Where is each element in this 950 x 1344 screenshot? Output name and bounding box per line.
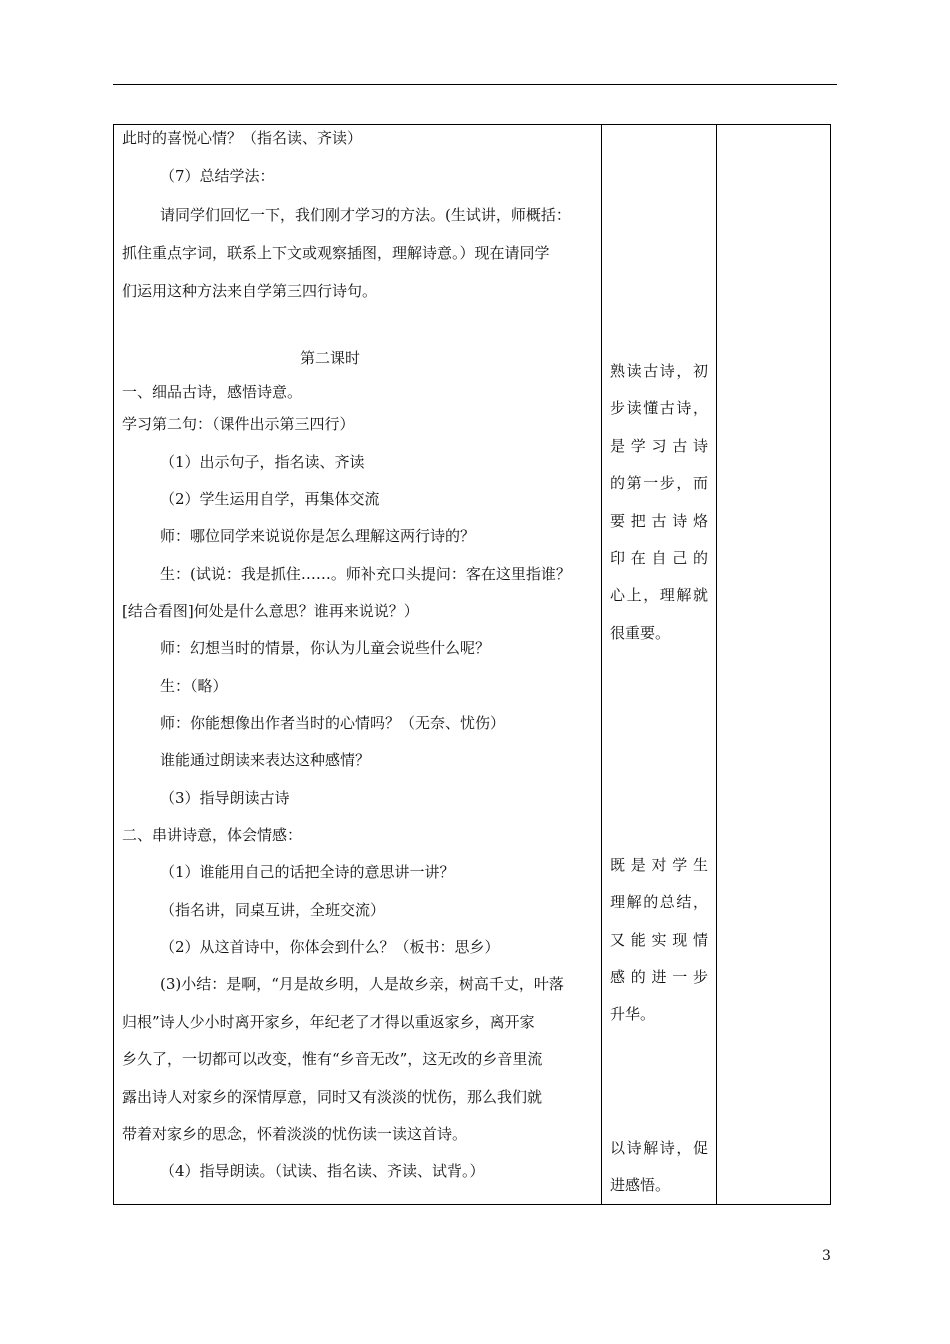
note-line: 的第一步，而 [610, 474, 708, 492]
header-rule [113, 84, 837, 85]
text-line: （2）从这首诗中，你体会到什么？（板书：思乡） [160, 938, 500, 956]
text-line: 请同学们回忆一下，我们刚才学习的方法。(生试讲，师概括： [160, 206, 571, 224]
text-line: （4）指导朗读。（试读、指名读、齐读、试背。） [160, 1162, 485, 1180]
text-line: （1）出示句子，指名读、齐读 [160, 453, 365, 471]
note-line: 要把古诗烙 [610, 512, 708, 530]
text-line: （1）谁能用自己的话把全诗的意思讲一讲？ [160, 863, 455, 881]
text-line: 生：（略） [160, 677, 228, 695]
text-line: (3)小结：是啊，“月是故乡明，人是故乡亲，树高千丈，叶落 [160, 975, 564, 993]
text-line: 带着对家乡的思念，怀着淡淡的忧伤读一读这首诗。 [122, 1125, 468, 1143]
section-title: 第二课时 [300, 349, 361, 367]
text-line: 生：(试说：我是抓住……。师补充口头提问：客在这里指谁？ [160, 565, 571, 583]
note-line: 又能实现情 [610, 931, 708, 949]
text-line: [结合看图]何处是什么意思？谁再来说说？） [122, 602, 419, 620]
column-divider [601, 124, 602, 1205]
note-line: 很重要。 [610, 624, 671, 642]
text-line: 谁能通过朗读来表达这种感情？ [160, 751, 371, 769]
note-line: 印在自己的 [610, 549, 708, 567]
note-line: 进感悟。 [610, 1176, 671, 1194]
text-line: 归根”诗人少小时离开家乡，年纪老了才得以重返家乡，离开家 [122, 1013, 535, 1031]
text-line: （指名讲，同桌互讲，全班交流） [160, 901, 386, 919]
note-line: 以诗解诗，促 [610, 1139, 708, 1157]
text-line: 乡久了，一切都可以改变，惟有“乡音无改”，这无改的乡音里流 [122, 1050, 543, 1068]
text-line: （3）指导朗读古诗 [160, 789, 290, 807]
text-line: （2）学生运用自学，再集体交流 [160, 490, 380, 508]
text-line: 二、串讲诗意，体会情感： [122, 826, 303, 844]
text-line: 们运用这种方法来自学第三四行诗句。 [122, 282, 378, 300]
text-line: 学习第二句：（课件出示第三四行） [122, 415, 355, 433]
text-line: 师：幻想当时的情景，你认为儿童会说些什么呢？ [160, 639, 491, 657]
column-divider [716, 124, 717, 1205]
text-line: 一、细品古诗，感悟诗意。 [122, 383, 303, 401]
note-line: 步读懂古诗， [610, 399, 708, 417]
text-line: 此时的喜悦心情？（指名读、齐读） [122, 129, 363, 147]
text-line: 师：你能想像出作者当时的心情吗？（无奈、忧伤） [160, 714, 506, 732]
note-line: 是学习古诗 [610, 437, 708, 455]
note-line: 熟读古诗，初 [610, 362, 708, 380]
note-line: 升华。 [610, 1005, 656, 1023]
text-line: 师：哪位同学来说说你是怎么理解这两行诗的？ [160, 527, 476, 545]
note-line: 感的进一步 [610, 968, 708, 986]
text-line: 露出诗人对家乡的深情厚意，同时又有淡淡的忧伤，那么我们就 [122, 1088, 543, 1106]
note-line: 既是对学生 [610, 856, 708, 874]
text-line: 抓住重点字词，联系上下文或观察插图，理解诗意。）现在请同学 [122, 244, 550, 262]
page-number: 3 [822, 1248, 831, 1264]
text-line: （7）总结学法： [160, 167, 275, 185]
note-line: 理解的总结， [610, 893, 708, 911]
note-line: 心上，理解就 [610, 586, 708, 604]
